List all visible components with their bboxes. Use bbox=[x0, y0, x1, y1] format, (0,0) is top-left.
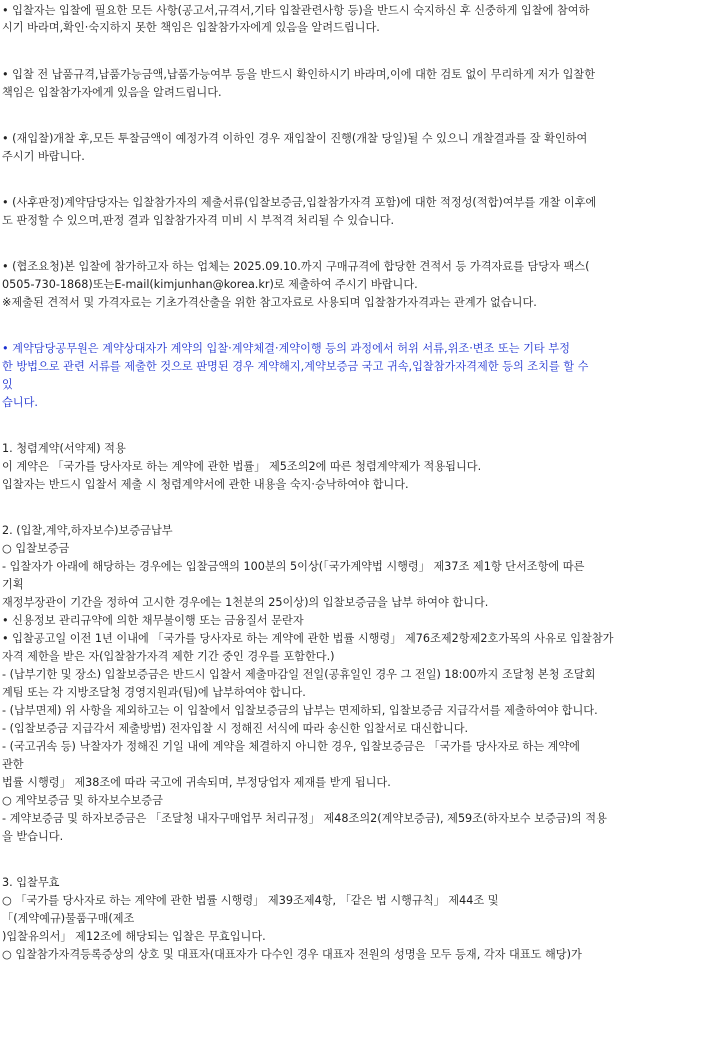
text-line: • 입찰 전 납품규격,납품가능금액,납품가능여부 등을 반드시 확인하시기 바라며,이에 대한 검토 없이 무리하게 저가 입찰한 bbox=[2, 68, 596, 81]
text-line: • (협조요청)본 입찰에 참가하고자 하는 업체는 2025.09.10.까지 구매규격에 합당한 견적서 등 가격자료를 담당자 팩스( bbox=[2, 260, 590, 273]
text-line: - (납부면제) 위 사항을 제외하고는 이 입찰에서 입찰보증금의 납부는 면제하되, 입찰보증금 지급각서를 제출하여야 합니다. bbox=[2, 704, 598, 717]
text-line: 책임은 입찰참가자에게 있음을 알려드립니다. bbox=[2, 86, 222, 99]
text-line: 시기 바라며,확인·숙지하지 못한 책임은 입찰참가자에게 있음을 알려드립니다. bbox=[2, 21, 380, 34]
section-heading: 2. (입찰,계약,하자보수)보증금납부 bbox=[2, 524, 173, 537]
text-line: 입찰자는 반드시 입찰서 제출 시 청렴계약서에 관한 내용을 숙지·승낙하여야 합니다. bbox=[2, 478, 409, 491]
text-line: 관한 bbox=[2, 758, 24, 771]
section-heading: 3. 입찰무효 bbox=[2, 876, 60, 889]
text-line: - 입찰자가 아래에 해당하는 경우에는 입찰금액의 100분의 5이상(「국가계약법 시행령」 제37조 제1항 단서조항에 따른 bbox=[2, 560, 585, 573]
text-line: ○ 계약보증금 및 하자보수보증금 bbox=[2, 794, 163, 807]
text-line: 이 계약은 「국가를 당사자로 하는 계약에 관한 법률」 제5조의2에 따른 청렴계약제가 적용됩니다. bbox=[2, 460, 482, 473]
text-line: • 신용정보 관리규약에 의한 채무불이행 또는 금융질서 문란자 bbox=[2, 614, 304, 627]
text-line: 「(계약예규)물품구매(제조 bbox=[2, 912, 135, 925]
text-line: - (입찰보증금 지급각서 제출방법) 전자입찰 시 정해진 서식에 따라 송신한 입찰서로 대신합니다. bbox=[2, 722, 469, 735]
text-line: - 계약보증금 및 하자보증금은 「조달청 내자구매업무 처리규정」 제48조의2(계약보증금), 제59조(하자보수 보증금)의 적용 bbox=[2, 812, 607, 825]
text-line: 도 판정할 수 있으며,판정 결과 입찰참가자격 미비 시 부적격 처리될 수 있습니다. bbox=[2, 214, 395, 227]
text-line: ※제출된 견적서 및 가격자료는 기초가격산출을 위한 참고자료로 사용되며 입찰참가자격과는 관계가 없습니다. bbox=[2, 296, 537, 309]
text-line: 0505-730-1868)또는E-mail(kimjunhan@korea.kr)로 제출하여 주시기 바랍니다. bbox=[2, 278, 418, 291]
notice-line: 있 bbox=[2, 378, 13, 391]
text-line: 법률 시행령」 제38조에 따라 국고에 귀속되며, 부정당업자 제재를 받게 됩니다. bbox=[2, 776, 391, 789]
text-line: • 입찰자는 입찰에 필요한 모든 사항(공고서,규격서,기타 입찰관련사항 등)을 반드시 숙지하신 후 신중하게 입찰에 참여하 bbox=[2, 4, 590, 17]
text-line: )입찰유의서」 제12조에 해당되는 입찰은 무효입니다. bbox=[2, 930, 266, 943]
section-heading: 1. 청렴계약(서약제) 적용 bbox=[2, 442, 126, 455]
text-line: 자격 제한을 받은 자(입찰참가자격 제한 기간 중인 경우를 포함한다.) bbox=[2, 650, 335, 663]
notice-line: • 계약담당공무원은 계약상대자가 계약의 입찰·계약체결·계약이행 등의 과정에서 허위 서류,위조·변조 또는 기타 부정 bbox=[2, 342, 570, 355]
notice-line: 습니다. bbox=[2, 396, 38, 409]
text-line: - (납부기한 및 장소) 입찰보증금은 반드시 입찰서 제출마감일 전일(공휴일인 경우 그 전일) 18:00까지 조달청 본청 조달회 bbox=[2, 668, 596, 681]
text-line: ○ 입찰보증금 bbox=[2, 542, 70, 555]
text-line: 을 받습니다. bbox=[2, 830, 64, 843]
text-line: 계팀 또는 각 지방조달청 경영지원과(팀)에 납부하여야 합니다. bbox=[2, 686, 306, 699]
text-line: 주시기 바랍니다. bbox=[2, 150, 85, 163]
text-line: ○ 입찰참가자격등록증상의 상호 및 대표자(대표자가 다수인 경우 대표자 전원의 성명을 모두 등재, 각자 대표도 해당)가 bbox=[2, 948, 582, 961]
text-line: • 입찰공고일 이전 1년 이내에 「국가를 당사자로 하는 계약에 관한 법률 시행령」 제76조제2항제2호가목의 사유로 입찰참가 bbox=[2, 632, 614, 645]
notice-line: 한 방법으로 관련 서류를 제출한 것으로 판명된 경우 계약해지,계약보증금 국고 귀속,입찰참가자격제한 등의 조치를 할 수 bbox=[2, 360, 589, 373]
text-line: • (사후판정)계약담당자는 입찰참가자의 제출서류(입찰보증금,입찰참가자격 포함)에 대한 적정성(적합)여부를 개찰 이후에 bbox=[2, 196, 597, 209]
text-line: ○ 「국가를 당사자로 하는 계약에 관한 법률 시행령」 제39조제4항, 「같은 법 시행규칙」 제44조 및 bbox=[2, 894, 499, 907]
text-line: 기획 bbox=[2, 578, 24, 591]
text-line: • (재입찰)개찰 후,모든 투찰금액이 예정가격 이하인 경우 재입찰이 진행(개찰 당일)될 수 있으니 개찰결과를 잘 확인하여 bbox=[2, 132, 588, 145]
text-line: - (국고귀속 등) 낙찰자가 정해진 기일 내에 계약을 체결하지 아니한 경우, 입찰보증금은 「국가를 당사자로 하는 계약에 bbox=[2, 740, 580, 753]
text-line: 재정부장관이 기간을 정하여 고시한 경우에는 1천분의 25이상)의 입찰보증금을 납부 하여야 합니다. bbox=[2, 596, 489, 609]
